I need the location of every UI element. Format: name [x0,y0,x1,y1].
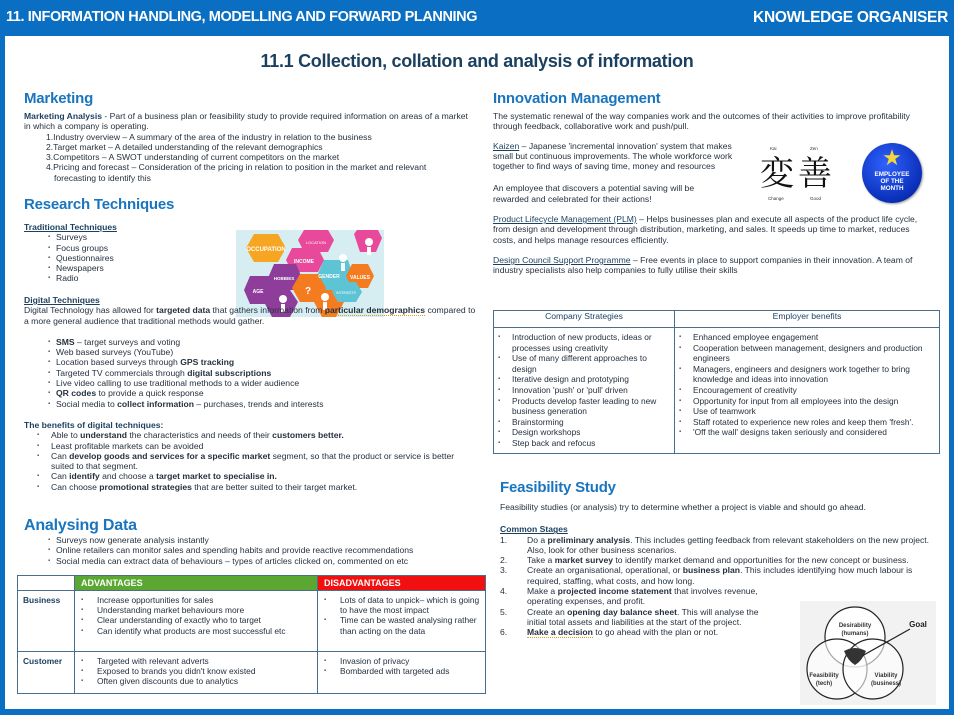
list-item: ▪ Social media can extract data of behaviours – types of articles clicked on, commented on etc [48,556,484,566]
analysing-data-list [48,535,484,566]
list-item: ▪ Iterative design and prototyping [498,374,670,385]
svg-text:Feasibility: Feasibility [809,673,839,679]
analysing-data-heading: Analysing Data [24,517,137,534]
list-item: 3. Create an organisational, operational, or business plan. This includes identifying how much labour is required, staffing, what costs, and how long. [500,565,913,586]
svg-text:GENDER: GENDER [318,274,340,280]
list-item: 5. Create an opening day balance sheet. This will analyse the initial total assets and liabilities at the start of the project. [500,606,759,627]
svg-text:Desirability: Desirability [838,623,872,629]
list-item: 1. Do a preliminary analysis. This includes getting feedback from relevant stakeholders on the new project. Also, look for other business scenarios. [500,534,930,555]
list-item: ▪ Online retailers can monitor sales and spending habits and provide reactive recommendations [48,545,484,555]
list-item: ▪ Products develop faster leading to new business generation [498,396,670,417]
list-item: ▪ Able to understand the characteristics and needs of their customers better. [37,430,479,440]
list-item: ▪ Innovation 'push' or 'pull' driven [498,385,670,396]
feasibility-heading: Feasibility Study [500,479,616,496]
list-item: ▪ Understanding market behaviours more [81,605,313,615]
unit-title: 11. INFORMATION HANDLING, MODELLING AND FORWARD PLANNING [6,9,478,25]
feasibility-intro: Feasibility studies (or analysis) try to determine whether a project is viable and should go ahead. [500,502,866,512]
list-item: ▪ Least profitable markets can be avoided [37,441,479,451]
list-item: 6. Make a decision to go ahead with the plan or not. [500,627,719,638]
innovation-intro: The systematic renewal of the way companies work and the outcomes of their activities to improve profitability through feedback, collaborative work and push/pull. [493,111,910,132]
list-item: ▪ Opportunity for input from all employees into the design [679,396,935,407]
list-item: ▪ Step back and refocus [498,438,670,449]
list-item: 2. Take a market survey to identify market demand and opportunities for the new concept or business. [500,555,909,566]
table-row [18,591,486,652]
list-item: ▪ Exposed to brands you didn't know existed [81,666,313,676]
row-label: Customer [18,652,75,694]
svg-text:AGE: AGE [252,289,264,295]
list-item: ▪ Can develop goods and services for a specific market segment, so that the product or service is better suited to that segment. [37,451,479,472]
marketing-analysis-text: Marketing Analysis - Part of a business plan or feasibility study to provide required information on areas of a market in which a company is operating. [24,111,468,132]
benefits-heading: The benefits of digital techniques: [24,419,164,430]
list-item: ▪ Can identify and choose a target market to specialise in. [37,471,479,481]
list-item: ▪ Clear understanding of exactly who to target [81,615,313,625]
list-item: ▪ Introduction of new products, ideas or processes using creativity [498,332,670,353]
svg-text:?: ? [304,286,312,297]
knowledge-organiser-page [5,36,949,709]
list-item: ▪ Focus groups [48,243,224,253]
list-item: 1.Industry overview – A summary of the area of the industry in relation to the business [46,131,372,142]
svg-text:HOBBIES: HOBBIES [273,276,295,281]
list-item: ▪ Time can be wasted analysing rather than acting on the data [324,615,481,635]
svg-text:(tech): (tech) [815,681,833,687]
list-item: ▪ Enhanced employee engagement [679,332,935,343]
svg-text:LOCATION: LOCATION [305,240,327,245]
list-item: ▪ Social media to collect information – purchases, trends and interests [48,399,479,409]
list-item: ▪ Design workshops [498,427,670,438]
list-item: ▪ SMS – target surveys and voting [48,337,479,347]
svg-text:(humans): (humans) [841,631,869,637]
list-item: 4. Make a projected income statement that involves revenue, operating expenses, and profit. [500,586,758,607]
research-heading: Research Techniques [24,196,175,213]
marketing-analysis-list [46,132,469,183]
feasibility-venn-diagram [800,601,936,705]
list-item: ▪ Targeted TV commercials through digital subscriptions [48,368,479,378]
svg-text:VALUES: VALUES [350,275,370,281]
list-item: ▪ Often given discounts due to analytics [81,676,313,686]
marketing-heading: Marketing [24,90,94,107]
svg-text:OCCUPATION: OCCUPATION [246,247,286,253]
digital-techniques-intro: Digital Technology has allowed for targeted data that gathers information from particular demographics compared to a more general audience that traditional methods would gather. [24,305,476,326]
kaizen-text: Kaizen – Japanese 'incremental innovation' system that makes small but continuous improvements. The whole workforce work together to find ways of saving time, money and resources [493,140,733,172]
document-type-title: KNOWLEDGE ORGANISER [753,9,948,26]
list-item: ▪ Web based surveys (YouTube) [48,347,479,357]
list-item: ▪ Use of many different approaches to design [498,353,670,374]
list-item: ▪ Managers, engineers and designers work together to bring knowledge and ideas into innovation [679,364,935,385]
list-item: 3.Competitors – A SWOT understanding of current competitors on the market [46,152,340,163]
list-item: 4.Pricing and forecast – Consideration of the pricing in relation to position in the market and relevant forecasting to identify this [46,162,427,183]
table-row [18,652,486,694]
svg-text:(business): (business) [870,681,902,687]
list-item: ▪ Bombarded with targeted ads [324,666,481,676]
plm-text: Product Lifecycle Management (PLM) – Helps businesses plan and execute all aspects of the product life cycle, from design and development through distribution, marketing, and sales. It speeds up time to market, reduces costs, and helps manage resources efficiently. [493,214,918,245]
advantages-disadvantages-table [17,575,486,694]
list-item: ▪ Encouragement of creativity [679,385,935,396]
innovation-strategies-table [493,310,940,454]
digital-techniques-section [24,295,479,492]
employee-reward-text: An employee that discovers a potential saving will be rewarded and celebrated for their actions! [493,183,695,204]
list-item: ▪ Use of teamwork [679,406,935,417]
list-item: ▪ Surveys [48,232,224,242]
list-item: ▪ Questionnaires [48,253,224,263]
list-item: ▪ Radio [48,273,224,283]
list-item: ▪ Surveys now generate analysis instantly [48,535,484,545]
marketing-section [24,90,469,183]
benefits-list [37,430,479,492]
company-strategies-header: Company Strategies [494,311,675,328]
list-item: ▪ Invasion of privacy [324,656,481,666]
innovation-heading: Innovation Management [493,90,661,107]
digital-techniques-heading: Digital Techniques [24,295,100,305]
list-item: ▪ 'Off the wall' designs taken seriously and considered [679,427,935,438]
traditional-techniques-list [48,232,224,283]
disadvantages-header: DISADVANTAGES [318,576,486,591]
header-bar [0,0,954,36]
list-item: ▪ Can choose promotional strategies that are better suited to their target market. [37,482,479,492]
analysing-data-section [24,517,484,566]
digital-techniques-list [48,337,479,409]
list-item: ▪ Staff rotated to experience new roles and keep them 'fresh'. [679,417,935,428]
list-item: ▪ QR codes to provide a quick response [48,388,479,398]
list-item: ▪ Live video calling to use traditional methods to a wider audience [48,378,479,388]
table-row [494,328,940,454]
list-item: ▪ Newspapers [48,263,224,273]
list-item: ▪ Brainstorming [498,417,670,428]
list-item: ▪ Location based surveys through GPS tracking [48,357,479,367]
traditional-techniques-heading: Traditional Techniques [24,222,117,232]
row-label: Business [18,591,75,652]
list-item: ▪ Cooperation between management, designers and production engineers [679,343,935,364]
list-item: ▪ Increase opportunities for sales [81,595,313,605]
list-item: ▪ Targeted with relevant adverts [81,656,313,666]
common-stages-heading: Common Stages [500,524,568,535]
employer-benefits-header: Employer benefits [675,311,940,328]
svg-text:INCOME: INCOME [294,259,314,265]
design-council-text: Design Council Support Programme – Free events in place to support companies in their innovation. A team of industry specialists also help companies to fully utilise their skills [493,254,913,276]
svg-text:Goal: Goal [909,620,927,629]
star-icon: ★ [882,145,902,170]
list-item: 2.Target market – A detailed understanding of the relevant demographics [46,141,323,152]
page-title: 11.1 Collection, collation and analysis of information [260,51,694,71]
list-item: ▪ Lots of data to unpick– which is going to have the most impact [324,595,481,615]
list-item: ▪ Can identify what products are most successful etc [81,626,313,636]
svg-text:Viability: Viability [874,673,898,679]
research-techniques-section [24,196,224,284]
kaizen-characters-image: Kai Zen 変 善 Change Good [760,146,832,201]
advantages-header: ADVANTAGES [75,576,318,591]
svg-text:INTERESTS: INTERESTS [336,291,356,295]
employee-of-the-month-badge: ★ EMPLOYEE OF THE MONTH [862,143,922,203]
